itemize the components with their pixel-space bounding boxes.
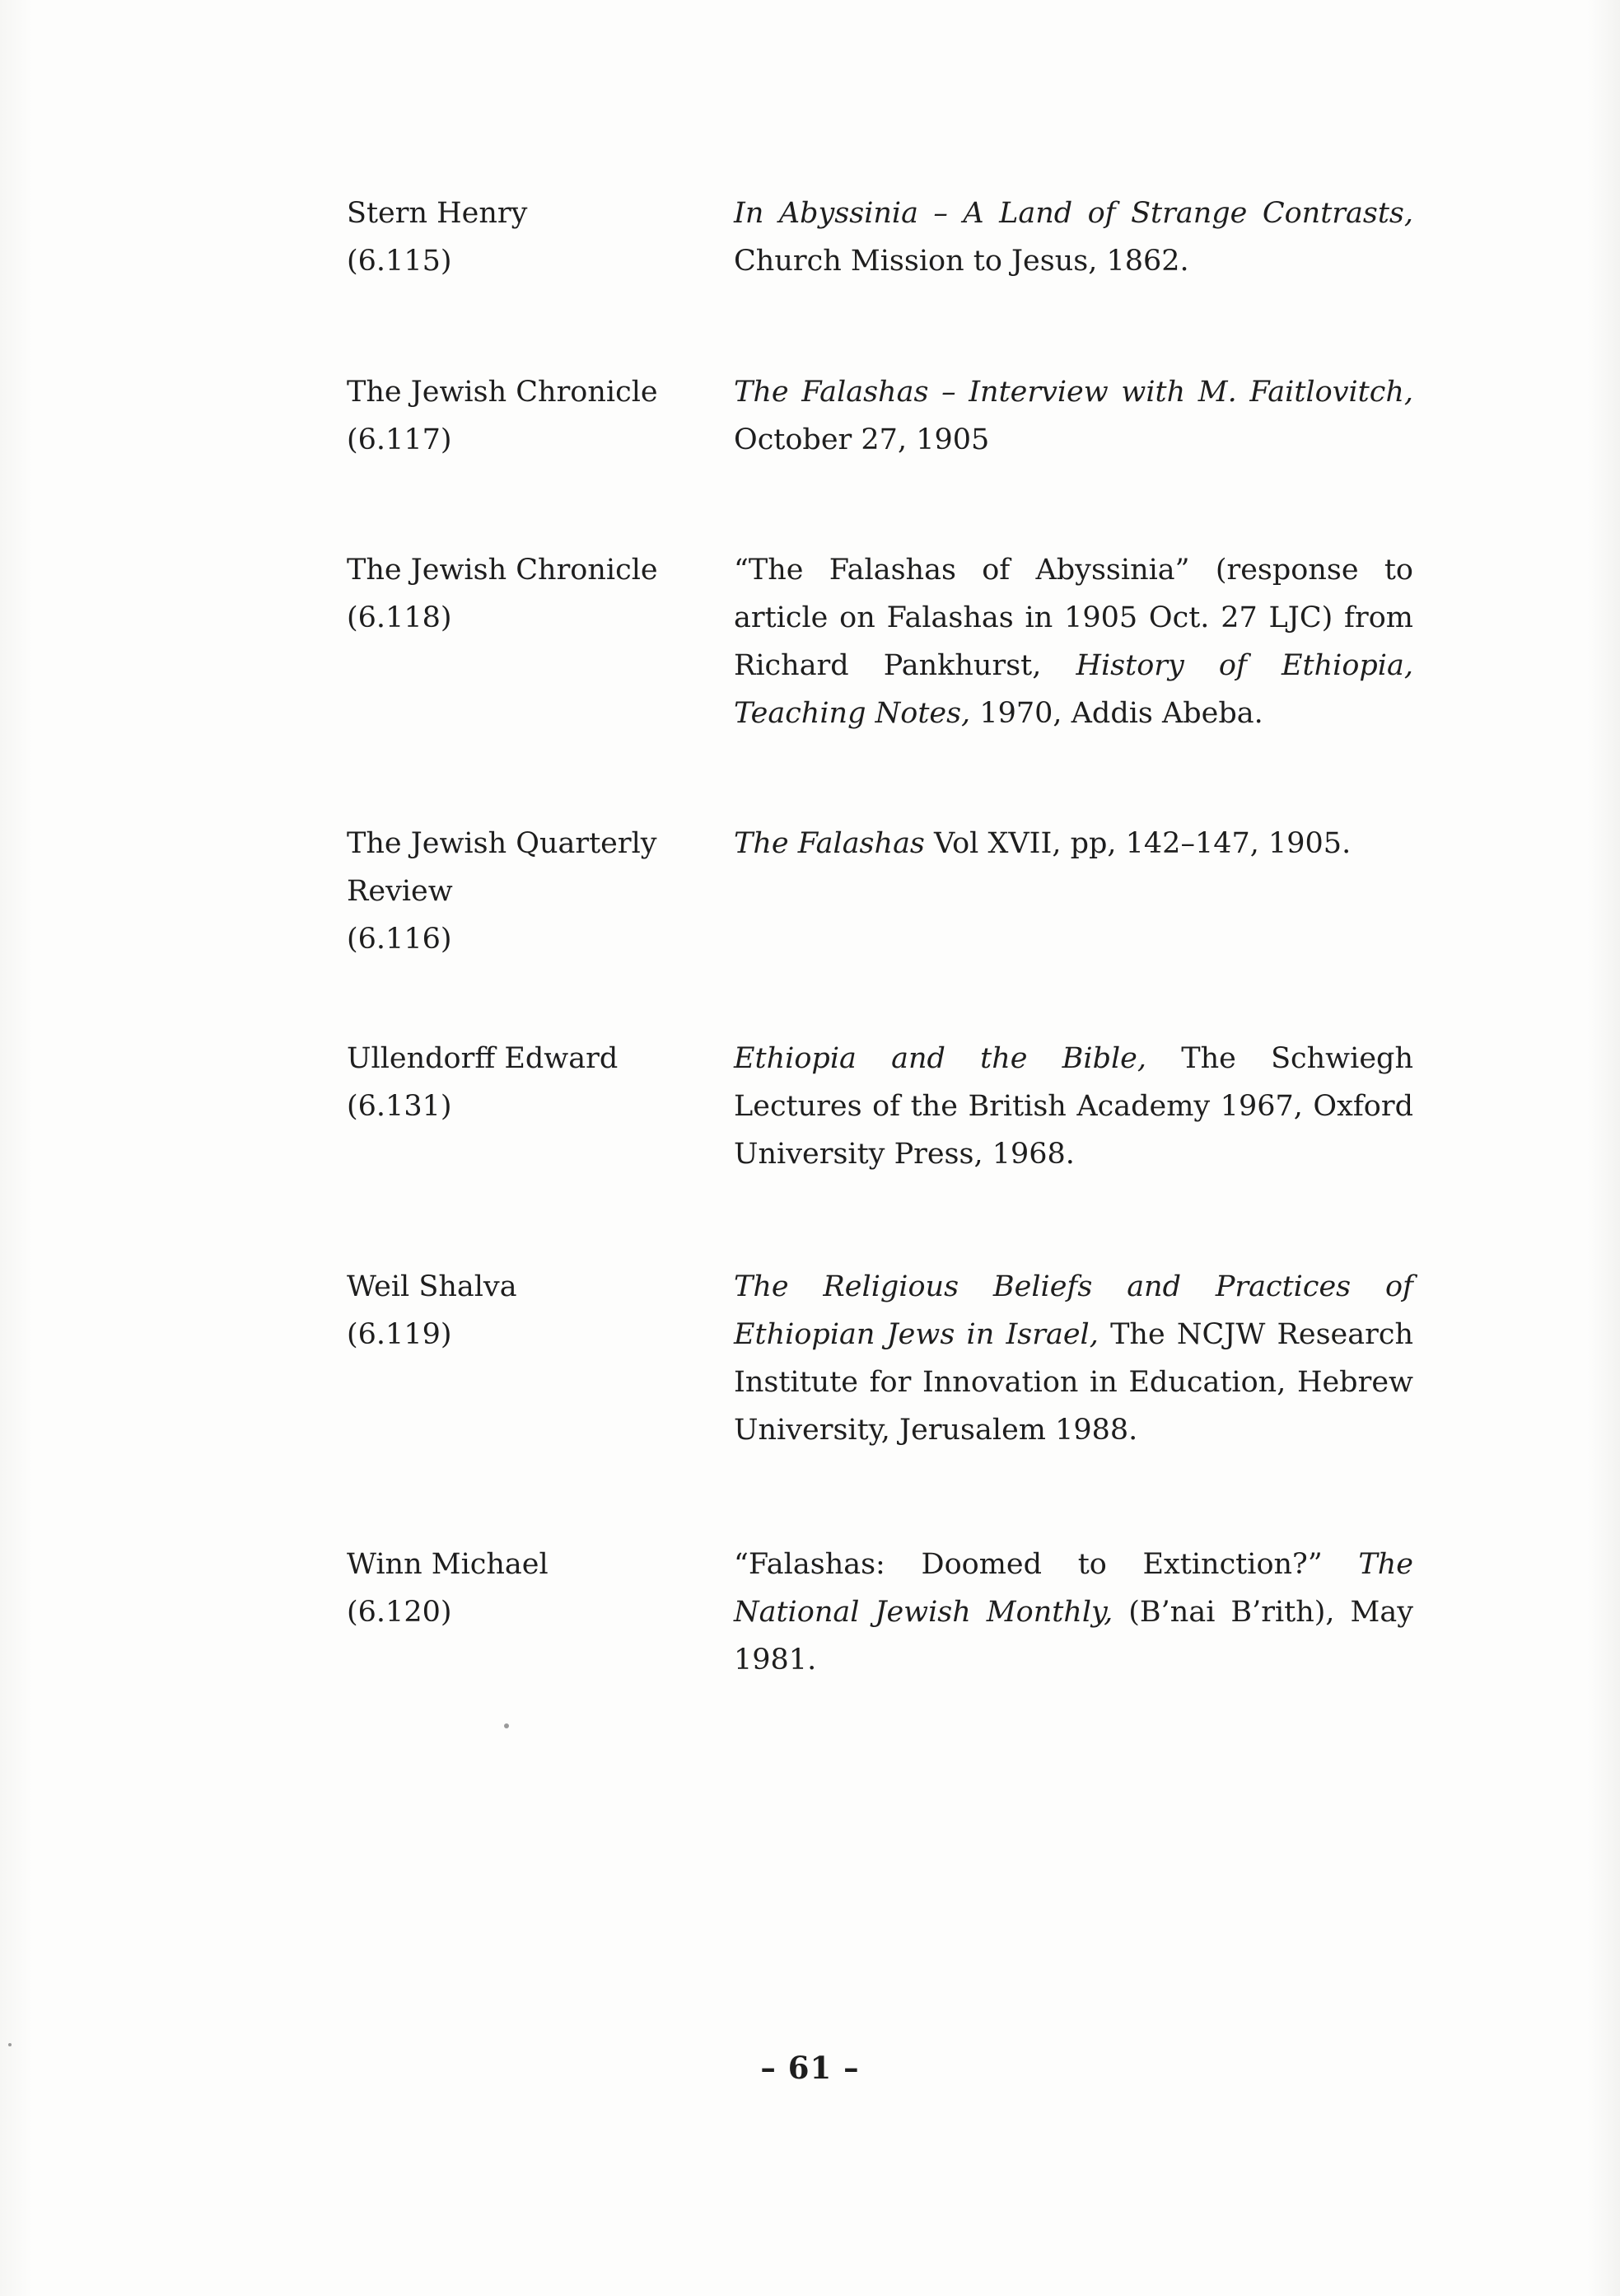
author-column bbox=[347, 546, 709, 642]
citation-segment: Vol XVII, pp, 142–147, 1905. bbox=[924, 827, 1352, 860]
author-name: Winn Michael bbox=[347, 1548, 549, 1581]
citation-italic-segment: Ethiopia and the Bible, bbox=[734, 1042, 1147, 1075]
citation-segment: 1970, Addis Abeba. bbox=[970, 697, 1263, 730]
author-name: Stern Henry bbox=[347, 197, 528, 230]
reference-number: (6.116) bbox=[347, 923, 452, 956]
citation-text bbox=[734, 1541, 1413, 1684]
author-name: Weil Shalva bbox=[347, 1270, 517, 1303]
citation-text bbox=[734, 189, 1413, 285]
citation-segment: “The Falashas of Abyssinia” (response to article on Falashas in 1905 Oct. 27 LJC) from Richard Pankhurst, bbox=[734, 554, 1413, 682]
author-name: The Jewish Chronicle bbox=[347, 376, 658, 409]
reference-number: (6.131) bbox=[347, 1090, 452, 1123]
citation-segment: (B’nai B’rith), May 1981. bbox=[734, 1596, 1413, 1676]
author-column bbox=[347, 1035, 709, 1130]
author-name: Ullendorff Edward bbox=[347, 1042, 619, 1075]
reference-number: (6.115) bbox=[347, 245, 452, 278]
author-name: The Jewish Quarterly Review bbox=[347, 827, 657, 908]
reference-number: (6.117) bbox=[347, 423, 452, 456]
citation-segment: October 27, 1905 bbox=[734, 423, 990, 456]
citation-segment: The Schwiegh Lectures of the British Academy 1967, Oxford University Press, 1968. bbox=[734, 1042, 1413, 1171]
page-number: – 61 – bbox=[760, 2050, 860, 2086]
author-column bbox=[347, 1263, 709, 1358]
citation-text bbox=[734, 1263, 1413, 1454]
citation-italic-segment: The Religious Beliefs and Practices of Ethiopian Jews in Israel, bbox=[734, 1270, 1413, 1351]
citation-italic-segment: The Falashas bbox=[734, 827, 925, 860]
citation-segment: Church Mission to Jesus, 1862. bbox=[734, 245, 1189, 278]
reference-number: (6.120) bbox=[347, 1596, 452, 1629]
author-name: The Jewish Chronicle bbox=[347, 554, 658, 587]
citation-italic-segment: The Falashas – Interview with M. Faitlovitch, bbox=[734, 376, 1413, 409]
author-column bbox=[347, 820, 709, 963]
citation-text bbox=[734, 368, 1413, 464]
scan-speck bbox=[504, 1723, 509, 1728]
citation-segment: “Falashas: Doomed to Extinction?” bbox=[734, 1548, 1359, 1581]
author-column bbox=[347, 189, 709, 285]
reference-number: (6.119) bbox=[347, 1318, 452, 1351]
citation-segment: The NCJW Research Institute for Innovation in Education, Hebrew University, Jerusalem 1988. bbox=[734, 1318, 1413, 1447]
citation-text bbox=[734, 546, 1413, 737]
citation-italic-segment: The National Jewish Monthly, bbox=[734, 1548, 1413, 1629]
author-column bbox=[347, 368, 709, 464]
citation-text bbox=[734, 820, 1413, 867]
author-column bbox=[347, 1541, 709, 1636]
reference-number: (6.118) bbox=[347, 601, 452, 634]
scan-speck bbox=[8, 2043, 12, 2046]
citation-italic-segment: In Abyssinia – A Land of Strange Contrasts, bbox=[734, 197, 1413, 230]
citation-text bbox=[734, 1035, 1413, 1178]
citation-italic-segment: History of Ethiopia, Teaching Notes, bbox=[734, 649, 1413, 730]
